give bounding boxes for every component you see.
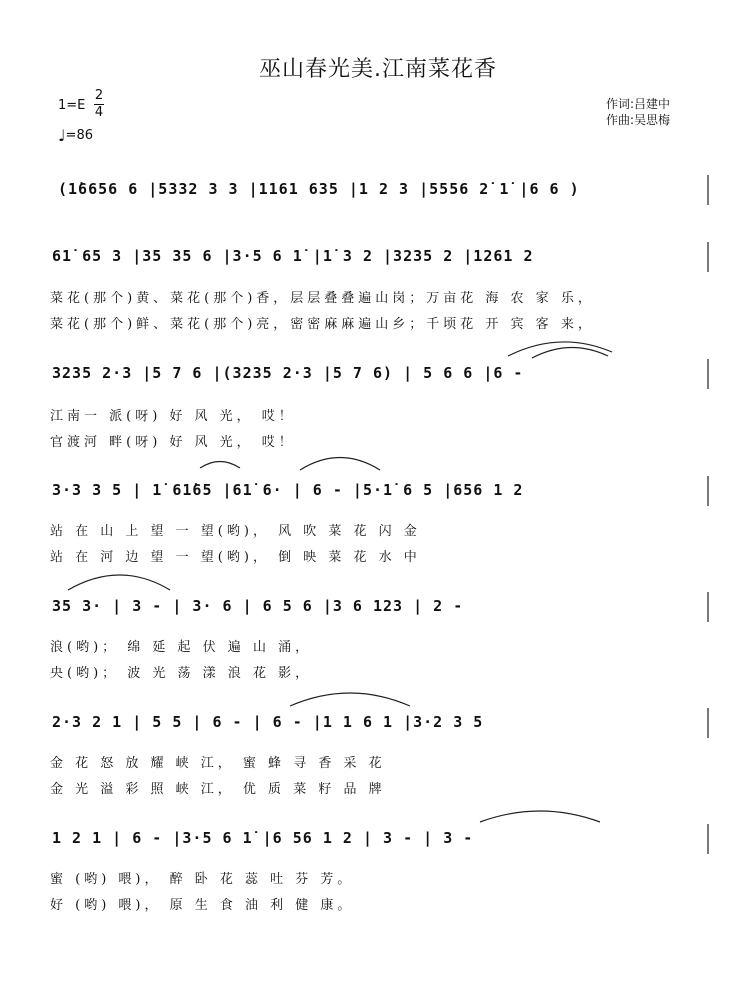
slur-mark	[480, 811, 600, 822]
notation-line-1: (1̇6656 6 |5332 3 3 |1161 635 |1 2 3 |5556 2̇ 1̇ |6 6 )	[58, 180, 580, 198]
lyric-line-7b: 好 (哟) 喂)， 原 生 食 油 利 健 康。	[50, 898, 355, 913]
tempo-value: =86	[65, 128, 93, 143]
key-signature: 1=E	[58, 98, 86, 113]
lyricist: 作词:吕建中	[606, 97, 671, 111]
lyric-line-4b: 站 在 河 边 望 一 望(哟)， 倒 映 菜 花 水 中	[50, 550, 421, 565]
lyric-line-3a: 江南一 派(呀) 好 风 光， 哎！	[50, 409, 296, 424]
notation-line-7: 1 2 1 | 6 - |3·5 6 1̇ |6 56 1 2 | 3 - | 3 -	[52, 829, 474, 847]
lyric-line-6a: 金 花 怒 放 耀 峡 江， 蜜 蜂 寻 香 采 花	[50, 756, 386, 771]
lyric-line-2b: 菜花(那个)鲜、菜花(那个)亮，密密麻麻遍山乡；千顷花 开 宾 客 来，	[50, 317, 595, 332]
quarter-note-icon: ♩	[58, 126, 66, 145]
slur-mark	[290, 693, 410, 706]
composer: 作曲:吴思梅	[606, 113, 671, 127]
time-signature-top: 2	[94, 88, 104, 103]
lyric-line-5a: 浪(哟)； 绵 延 起 伏 遍 山 涌，	[50, 640, 313, 655]
lyric-line-2a: 菜花(那个)黄、菜花(那个)香，层层叠叠遍山岗；万亩花 海 农 家 乐，	[50, 291, 595, 306]
notation-line-5: 35 3· | 3 - | 3· 6 | 6 5 6 |3 6 123 | 2 -	[52, 597, 464, 615]
notation-line-6: 2·3 2 1 | 5 5 | 6 - | 6 - |1 1 6 1 |3·2 3 5	[52, 713, 484, 731]
slur-mark	[68, 575, 170, 590]
lyric-line-4a: 站 在 山 上 望 一 望(哟)， 风 吹 菜 花 闪 金	[50, 524, 421, 539]
notation-line-4: 3·3 3 5 | 1̇ 61̇65 |61̇ 6· | 6 - |5·1̇ 6 5 |656 1 2	[52, 481, 524, 499]
lyric-line-6b: 金 光 溢 彩 照 峡 江， 优 质 菜 籽 品 牌	[50, 782, 386, 797]
lyric-line-7a: 蜜 (哟) 喂)， 醉 卧 花 蕊 吐 芬 芳。	[50, 872, 355, 887]
page-title: 巫山春光美.江南菜花香	[259, 57, 497, 82]
notation-line-3: 3235 2·3 |5 7 6 |(3235 2·3 |5 7 6) | 5 6 6 |6 -	[52, 364, 524, 382]
time-signature-bottom: 4	[94, 105, 104, 120]
slur-mark	[300, 458, 380, 471]
lyric-line-3b: 官渡河 畔(呀) 好 风 光， 哎！	[50, 435, 296, 450]
notation-line-2: 61̇ 65 3 |35 35 6 |3·5 6 1̇ |1̇ 3 2 |3235 2 |1261 2	[52, 247, 534, 265]
lyric-line-5b: 央(哟)； 波 光 荡 漾 浪 花 影，	[50, 666, 313, 681]
slur-mark	[200, 462, 240, 469]
slur-mark	[532, 347, 608, 358]
